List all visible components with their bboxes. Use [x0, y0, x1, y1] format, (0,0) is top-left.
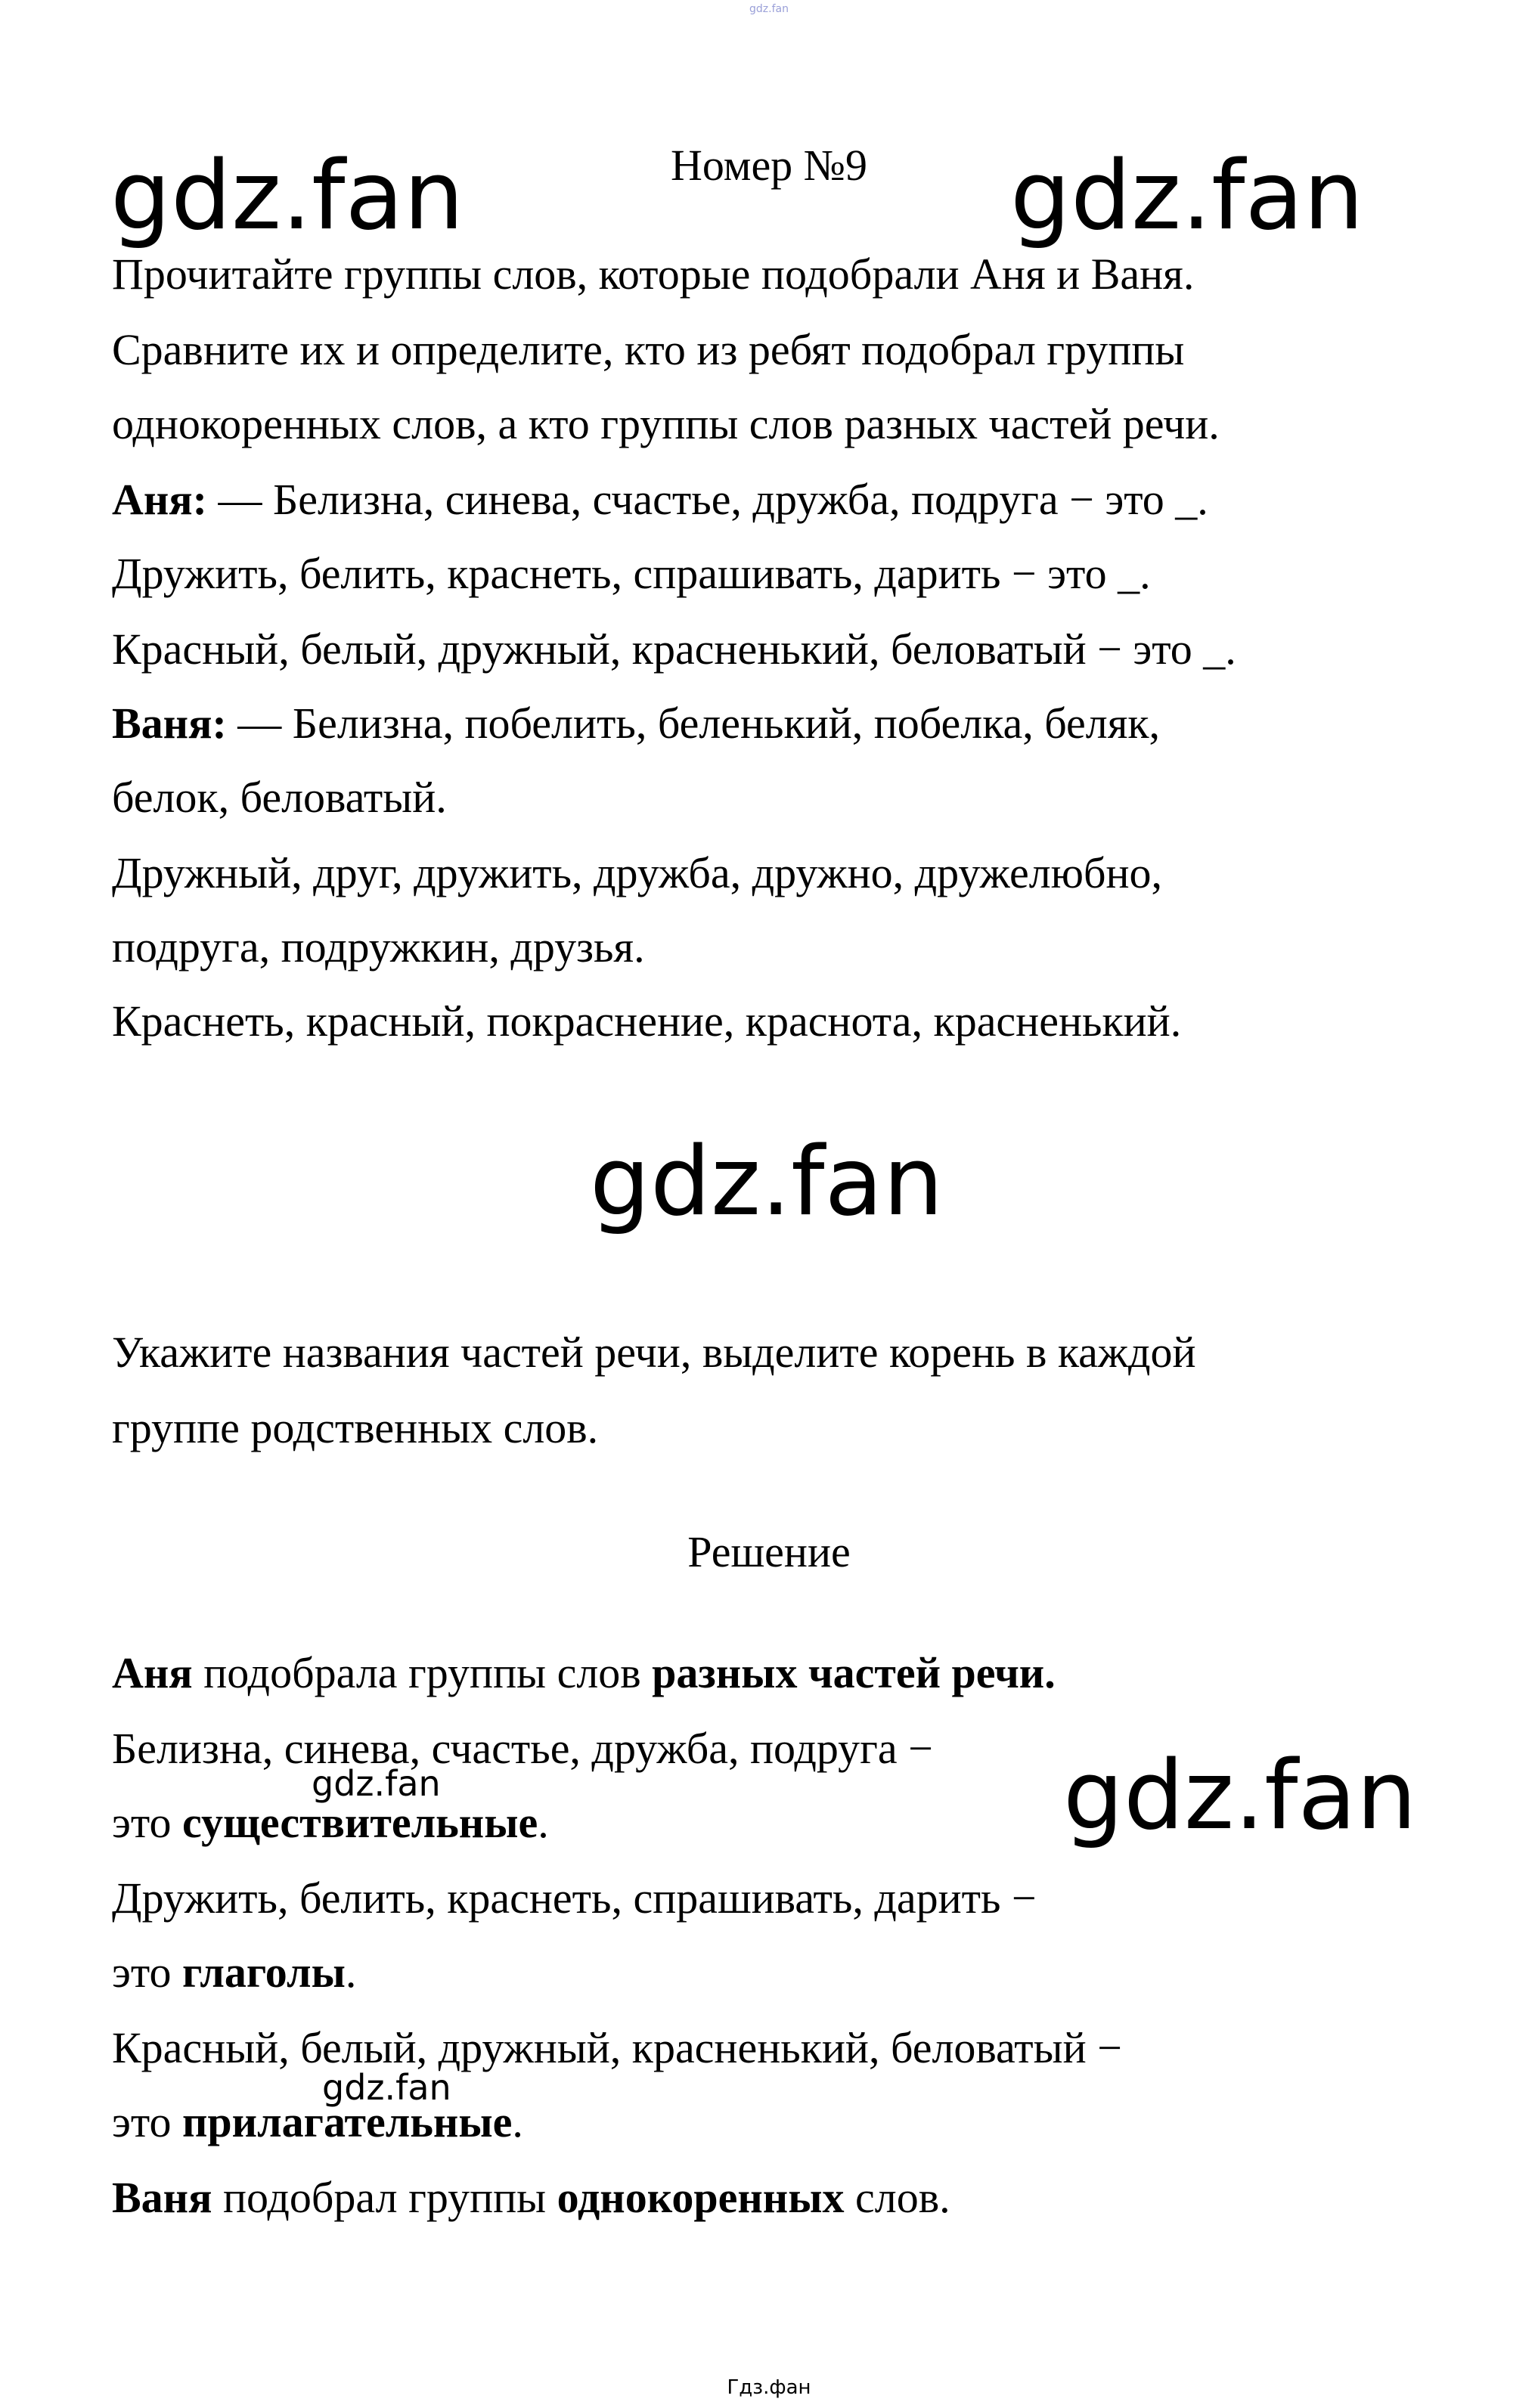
watermark-small-1: gdz.fan [312, 1763, 441, 1804]
solution-line-3-end: . [538, 1798, 549, 1847]
question-line-1: Укажите названия частей речи, выделите корень в каждой [112, 1328, 1196, 1377]
task-line-1: Прочитайте группы слов, которые подобрали Аня и Ваня. [112, 249, 1195, 299]
vanya-label: Ваня: [112, 699, 227, 748]
solution-adjectives: прилагательные [181, 2097, 513, 2146]
solution-line-7 [112, 2097, 523, 2146]
page-footer: Гдз.фан [727, 2376, 811, 2399]
watermark-center: gdz.fan [590, 1126, 944, 1237]
solution-line-3-text: это [112, 1798, 182, 1847]
watermark-right: gdz.fan [1063, 1740, 1417, 1851]
solution-line-7-text: это [112, 2097, 182, 2146]
solution-line-8-end: слов. [844, 2173, 950, 2222]
solution-line-1 [112, 1648, 1056, 1697]
vanya-words-1: — Белизна, побелить, беленький, побелка, беляк, [226, 699, 1161, 748]
solution-nouns: существительные [181, 1798, 538, 1847]
solution-title: Решение [687, 1527, 851, 1576]
watermark-small-2: gdz.fan [322, 2067, 451, 2108]
watermark-top-left: gdz.fan [110, 140, 464, 251]
solution-line-5 [112, 1948, 357, 1997]
solution-line-5-end: . [345, 1948, 357, 1997]
solution-verbs: глаголы [181, 1948, 346, 1997]
solution-cognates: однокоренных [557, 2173, 845, 2222]
vanya-line-3: Дружный, друг, дружить, дружба, дружно, дружелюбно, [112, 848, 1163, 897]
top-watermark: gdz.fan [749, 3, 789, 15]
solution-line-5-text: это [112, 1948, 182, 1997]
page-title: Номер №9 [670, 141, 868, 190]
watermark-top-right: gdz.fan [1010, 140, 1364, 251]
anya-line-1 [112, 475, 1208, 524]
solution-line-6: Красный, белый, дружный, красненький, беловатый − [112, 2023, 1122, 2072]
solution-line-3 [112, 1798, 549, 1847]
vanya-line-1 [112, 699, 1161, 748]
solution-line-2: Белизна, синева, счастье, дружба, подруга − [112, 1724, 933, 1773]
solution-line-4: Дружить, белить, краснеть, спрашивать, дарить − [112, 1873, 1037, 1923]
task-line-3: однокоренных слов, а кто группы слов разных частей речи. [112, 399, 1220, 448]
solution-line-7-end: . [512, 2097, 523, 2146]
vanya-line-4: подруга, подружкин, друзья. [112, 922, 645, 972]
anya-line-2: Дружить, белить, краснеть, спрашивать, дарить − это _. [112, 549, 1151, 598]
anya-label: Аня: [112, 475, 207, 524]
solution-vanya: Ваня [112, 2173, 212, 2222]
anya-words-1: — Белизна, синева, счастье, дружба, подруга − это _. [207, 475, 1208, 524]
task-line-2: Сравните их и определите, кто из ребят подобрал группы [112, 325, 1185, 374]
solution-line-8-text: подобрал группы [212, 2173, 557, 2222]
solution-line-8 [112, 2173, 950, 2222]
solution-line-1-bold: разных частей речи. [652, 1648, 1056, 1697]
anya-line-3: Красный, белый, дружный, красненький, беловатый − это _. [112, 624, 1236, 674]
vanya-line-5: Краснеть, красный, покраснение, краснота, красненький. [112, 996, 1182, 1046]
solution-line-1-text: подобрала группы слов [192, 1648, 653, 1697]
vanya-line-2: белок, беловатый. [112, 773, 447, 822]
question-line-2: группе родственных слов. [112, 1403, 599, 1452]
solution-anya: Аня [112, 1648, 193, 1697]
